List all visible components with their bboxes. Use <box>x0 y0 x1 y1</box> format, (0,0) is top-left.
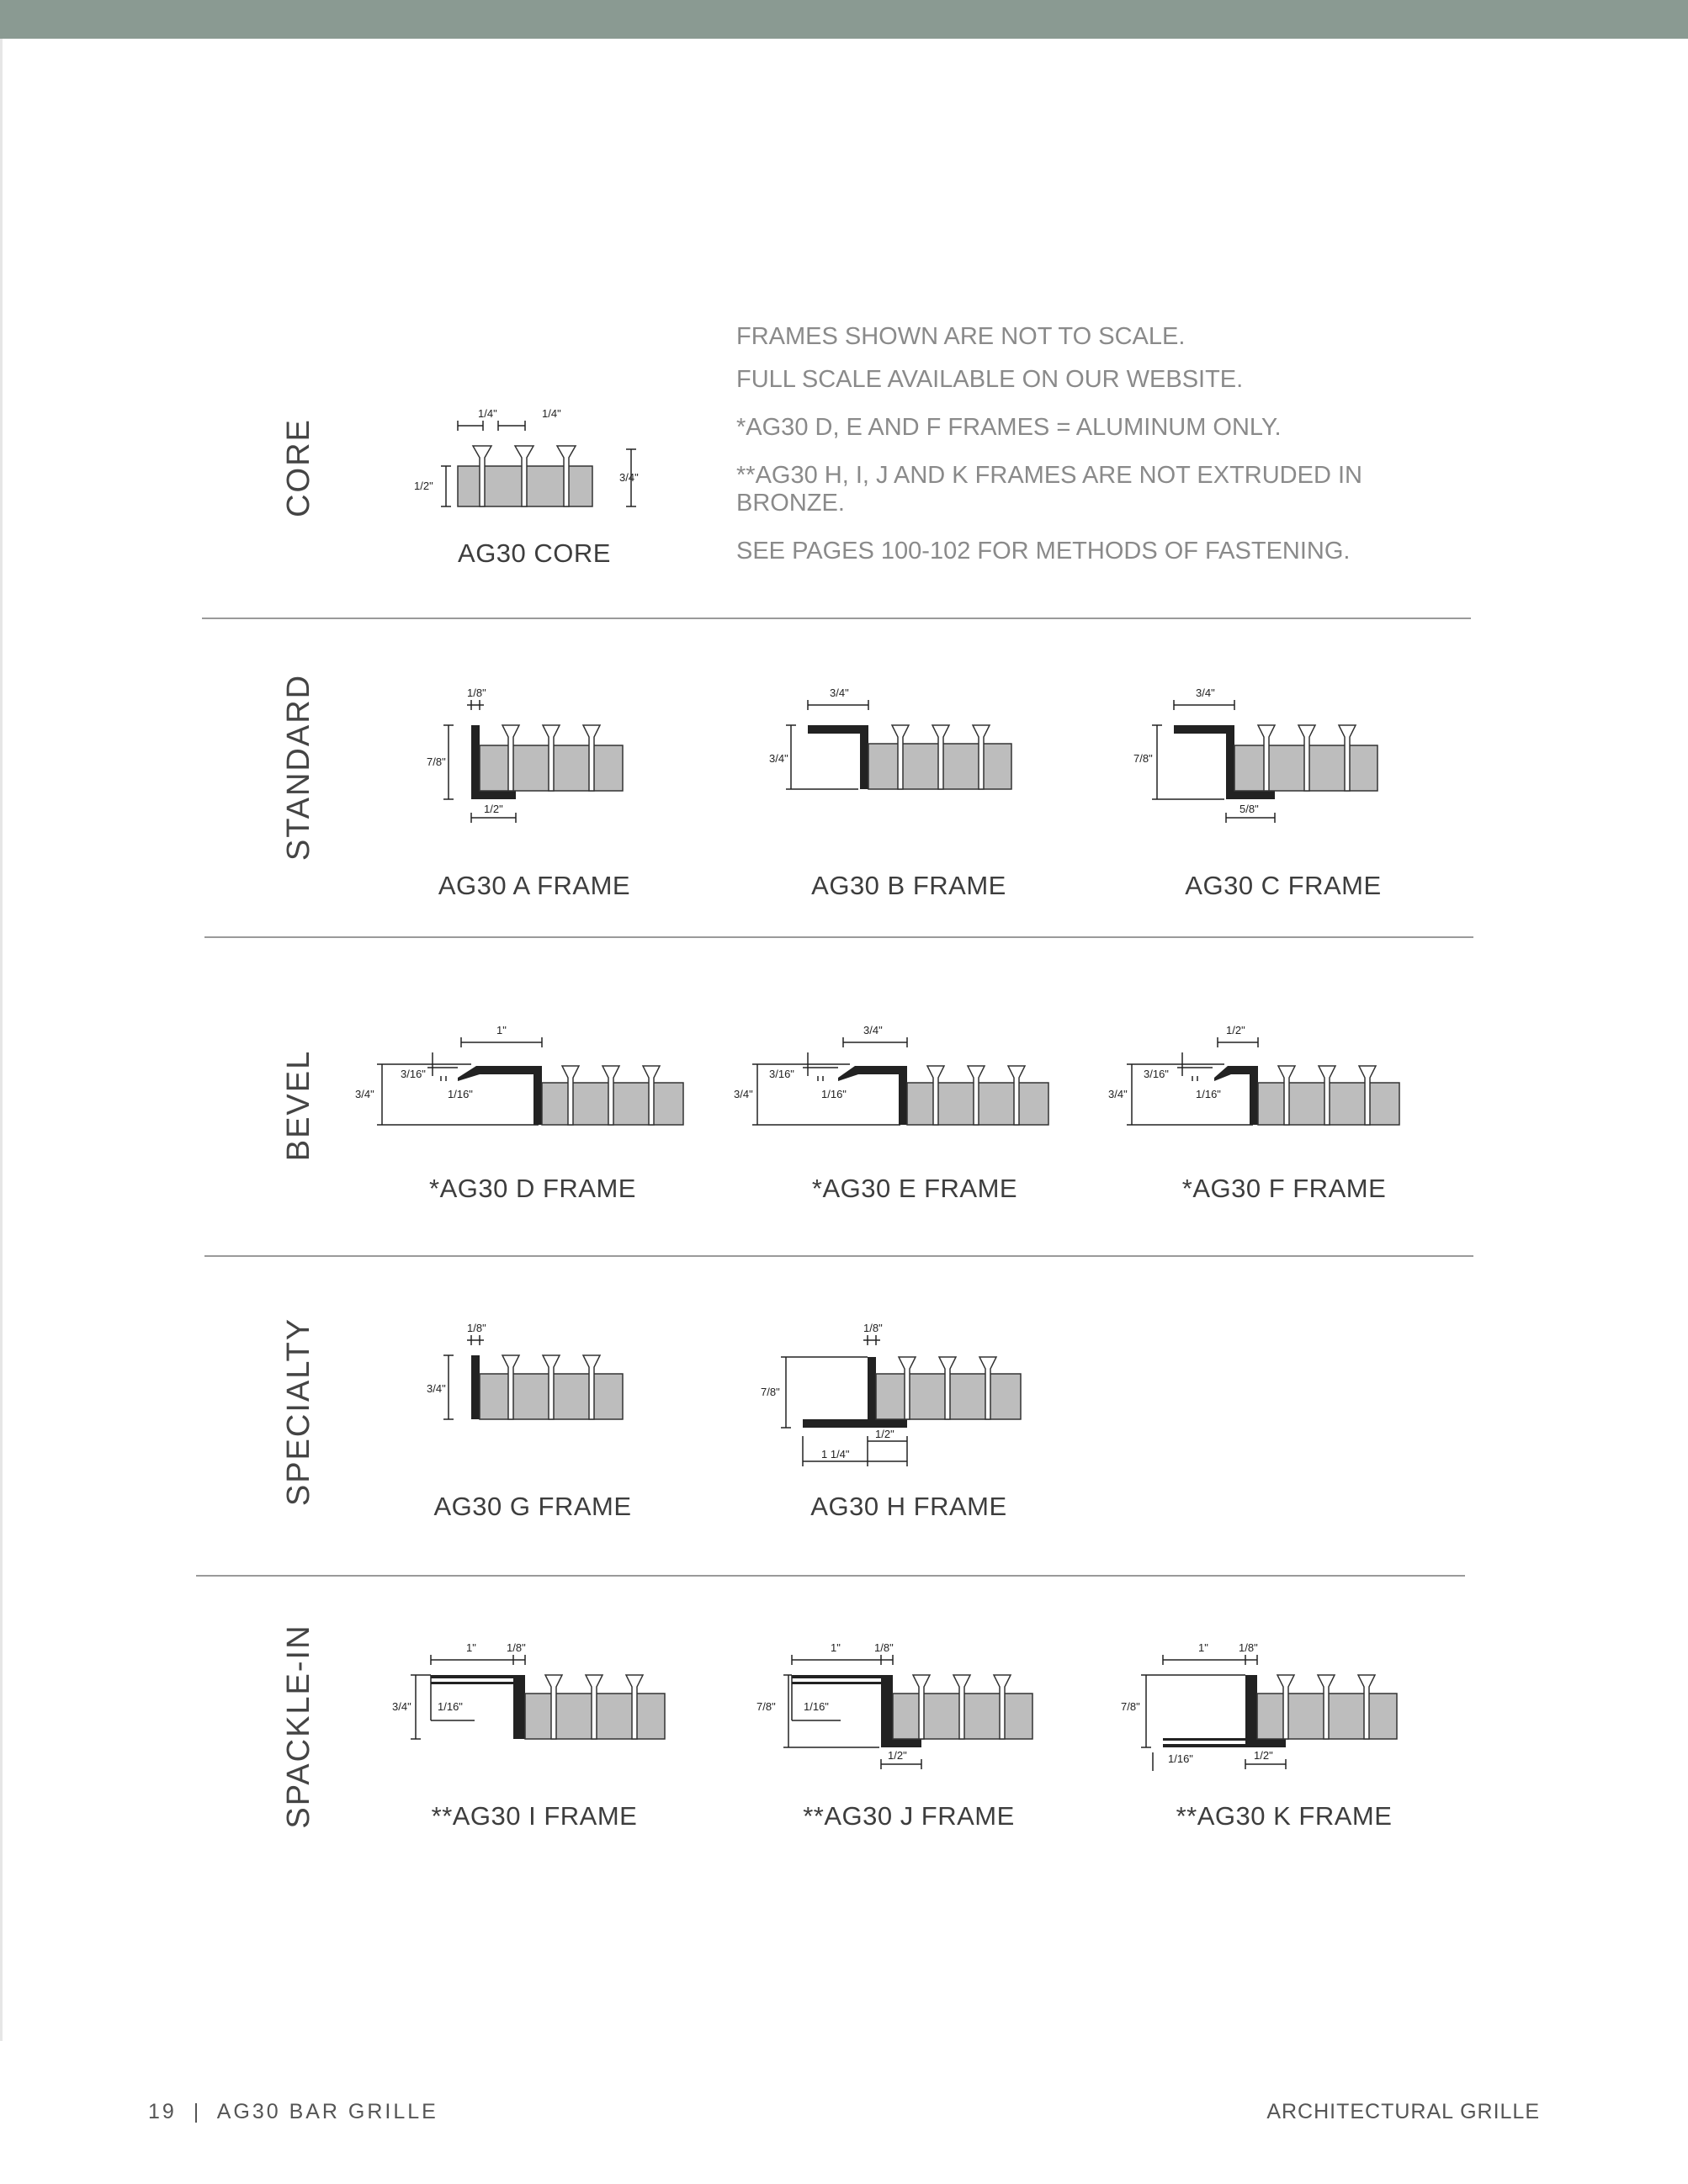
caption-ag30-b-frame: AG30 B FRAME <box>811 871 1006 900</box>
dim-label: 1/8" <box>507 1641 526 1654</box>
note-not-to-scale: FRAMES SHOWN ARE NOT TO SCALE. <box>736 323 1186 350</box>
dim-label: 3/4" <box>1108 1088 1128 1100</box>
note-fastening: SEE PAGES 100-102 FOR METHODS OF FASTENING. <box>736 538 1351 565</box>
caption-ag30-d-frame: *AG30 D FRAME <box>429 1174 636 1203</box>
section-label-standard: STANDARD <box>281 673 316 861</box>
caption-ag30-i-frame: **AG30 I FRAME <box>431 1801 638 1831</box>
grille-bars <box>868 725 1011 789</box>
dim-label: 3/4" <box>619 471 639 484</box>
caption-ag30-g-frame: AG30 G FRAME <box>433 1492 632 1521</box>
dim-label: 3/4" <box>863 1024 883 1036</box>
dim-label: 3/4" <box>392 1700 411 1713</box>
divider-rule-4 <box>196 1575 1465 1577</box>
dim-label: 1/2" <box>1226 1024 1245 1036</box>
dim-label: 3/4" <box>355 1088 374 1100</box>
section-label-bevel: BEVEL <box>281 1049 316 1162</box>
note-aluminum-only: *AG30 D, E AND F FRAMES = ALUMINUM ONLY. <box>736 414 1282 441</box>
dim-label: 3/16" <box>769 1068 794 1080</box>
dim-label: 1/2" <box>484 803 503 815</box>
notes-block <box>736 323 1426 586</box>
dim-label: 5/8" <box>1239 803 1259 815</box>
dim-label: 1/16" <box>1168 1752 1193 1765</box>
dim-label: 1/8" <box>1239 1641 1258 1654</box>
dim-label: 3/16" <box>401 1068 426 1080</box>
dim-label: 1" <box>831 1641 841 1654</box>
dim-label: 1/8" <box>467 1322 486 1334</box>
dim-label: 3/16" <box>1144 1068 1169 1080</box>
dim-label: 1/16" <box>448 1088 473 1100</box>
section-label-spackle-in: SPACKLE-IN <box>281 1624 316 1829</box>
grille-bars <box>893 1675 1032 1739</box>
dim-label: 7/8" <box>761 1386 780 1398</box>
top-color-bar <box>0 0 1688 39</box>
grille-bars <box>907 1066 1048 1125</box>
caption-ag30-h-frame: AG30 H FRAME <box>810 1492 1007 1521</box>
dim-label: 3/4" <box>427 1382 446 1395</box>
grille-bars <box>876 1357 1021 1419</box>
dim-label: 7/8" <box>1121 1700 1140 1713</box>
dim-label: 1 1/4" <box>821 1448 850 1460</box>
dim-lines <box>411 1655 525 1739</box>
caption-ag30-k-frame: **AG30 K FRAME <box>1176 1801 1393 1831</box>
dim-label: 1/2" <box>888 1749 907 1762</box>
frame-profile <box>471 1355 480 1419</box>
left-page-edge <box>0 39 3 2041</box>
diagram-ag30-c-frame <box>1133 681 1393 833</box>
diagram-ag30-e-frame <box>734 1022 1069 1140</box>
caption-ag30-core: AG30 CORE <box>458 538 611 568</box>
diagram-ag30-f-frame <box>1108 1022 1418 1140</box>
footer-page-label: 19 | AG30 BAR GRILLE <box>148 2100 438 2123</box>
dim-label: 1/8" <box>467 686 486 699</box>
divider-rule-1 <box>202 618 1471 619</box>
grille-bars <box>1234 725 1377 791</box>
divider-rule-3 <box>204 1255 1473 1257</box>
dim-label: 1" <box>466 1641 476 1654</box>
dim-label: 1/2" <box>414 480 433 492</box>
dim-lines <box>377 1037 542 1125</box>
diagram-ag30-core <box>404 395 656 530</box>
diagram-ag30-i-frame <box>387 1636 682 1754</box>
dim-label: 3/4" <box>830 686 849 699</box>
dim-label: 7/8" <box>427 755 446 768</box>
dim-label: 1/4" <box>542 407 561 420</box>
grille-bars <box>1257 1675 1397 1739</box>
frame-profile <box>838 1066 907 1125</box>
dim-label: 7/8" <box>756 1700 776 1713</box>
grille-bars <box>1258 1066 1399 1125</box>
dim-lines <box>752 1037 907 1125</box>
grille-bars <box>480 1355 623 1419</box>
caption-ag30-f-frame: *AG30 F FRAME <box>1181 1174 1387 1203</box>
dim-label: 1/2" <box>875 1428 894 1440</box>
dim-label: 1/8" <box>874 1641 894 1654</box>
dim-lines <box>786 700 868 789</box>
dim-label: 7/8" <box>1133 752 1153 765</box>
footer-brand: ARCHITECTURAL GRILLE <box>1266 2100 1540 2123</box>
section-label-specialty: SPECIALTY <box>281 1317 316 1507</box>
dim-label: 3/4" <box>734 1088 753 1100</box>
divider-rule-2 <box>204 936 1473 938</box>
grille-bars <box>525 1675 665 1739</box>
section-label-core: CORE <box>281 418 316 517</box>
diagram-ag30-g-frame <box>425 1317 644 1443</box>
caption-ag30-c-frame: AG30 C FRAME <box>1185 871 1382 900</box>
diagram-ag30-d-frame <box>355 1022 698 1140</box>
note-not-bronze: **AG30 H, I, J AND K FRAMES ARE NOT EXTRUDED IN BRONZE. <box>736 462 1362 517</box>
diagram-ag30-k-frame <box>1111 1636 1414 1779</box>
caption-ag30-e-frame: *AG30 E FRAME <box>811 1174 1018 1203</box>
dim-label: 1/16" <box>438 1700 463 1713</box>
frame-profile <box>808 725 868 789</box>
diagram-ag30-j-frame <box>753 1636 1048 1779</box>
dim-label: 1/2" <box>1254 1749 1273 1762</box>
grille-bars <box>542 1066 683 1125</box>
dim-lines <box>1127 1037 1258 1125</box>
diagram-ag30-b-frame <box>769 681 1027 833</box>
note-full-scale: FULL SCALE AVAILABLE ON OUR WEBSITE. <box>736 366 1244 393</box>
dim-label: 1" <box>496 1024 507 1036</box>
dim-label: 1/16" <box>1196 1088 1221 1100</box>
dim-label: 1/16" <box>821 1088 847 1100</box>
caption-ag30-a-frame: AG30 A FRAME <box>438 871 631 900</box>
dim-label: 3/4" <box>769 752 788 765</box>
dim-label: 1/8" <box>863 1322 883 1334</box>
dim-label: 1" <box>1198 1641 1208 1654</box>
grille-bars <box>458 446 592 506</box>
dim-label: 1/16" <box>804 1700 829 1713</box>
dim-label: 3/4" <box>1196 686 1215 699</box>
diagram-ag30-h-frame <box>757 1317 1043 1476</box>
caption-ag30-j-frame: **AG30 J FRAME <box>803 1801 1015 1831</box>
dim-label: 1/4" <box>478 407 497 420</box>
grille-bars <box>480 725 623 791</box>
diagram-ag30-a-frame <box>425 681 644 833</box>
